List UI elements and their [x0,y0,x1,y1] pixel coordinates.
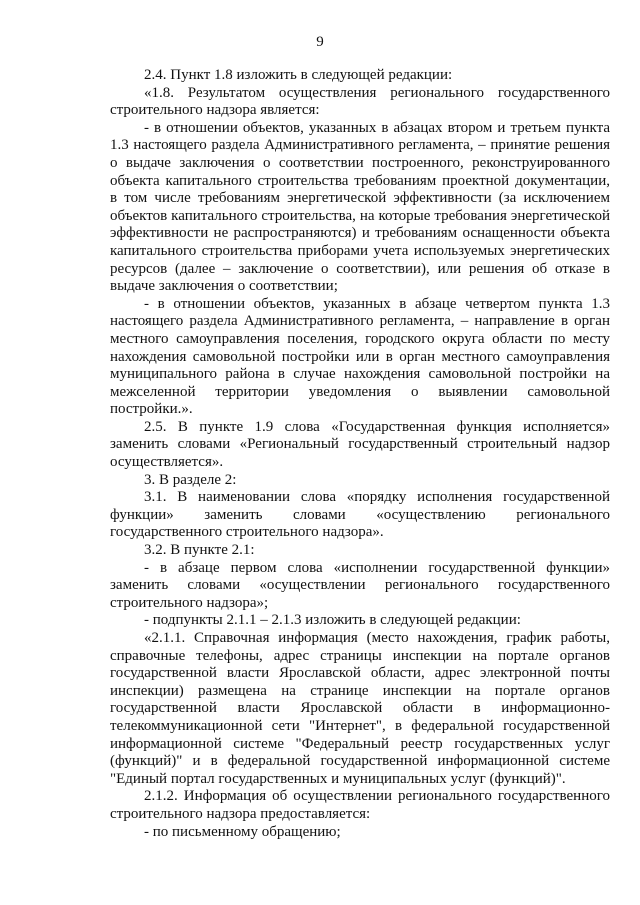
paragraph: - по письменному обращению; [144,823,341,840]
paragraph: - в абзаце первом слова «исполнении государственной функции» заменить словами «осуществлении регионального государственного строительного надзора»; [110,559,610,611]
document-body [110,67,610,841]
page-number: 9 [316,34,324,50]
paragraph: 2.5. В пункте 1.9 слова «Государственная функция исполняется» заменить словами «Региональный государственный строительный надзор осуществляется». [110,418,610,471]
paragraph: 2.1.2. Информация об осуществлении регионального государственного строительного надзора предоставляется: [110,788,610,822]
paragraph: - в отношении объектов, указанных в абзацах втором и третьем пункта 1.3 настоящего раздела Административного регламента, – принятие решения о выдаче заключения о соответствии построенного, реконструированного объекта капитального строительства требованиям проектной документации, в том числе требованиям энергетической эффективности (за исключением объектов капитального строительства, на которые требования энергетической эффективности не распространяются) и требованиям оснащенности объекта капитального строительства приборами учета используемых энергетических ресурсов (далее – заключение о соответствии), или решения об отказе в выдаче заключения о соответствии; [110,119,610,295]
paragraph: 3.2. В пункте 2.1: [144,542,255,559]
paragraph: «1.8. Результатом осуществления регионального государственного строительного надзора является: [110,84,610,119]
paragraph: - подпункты 2.1.1 – 2.1.3 изложить в следующей редакции: [144,612,521,629]
paragraph: 3. В разделе 2: [144,471,237,488]
paragraph: 2.4. Пункт 1.8 изложить в следующей редакции: [144,67,453,83]
paragraph: - в отношении объектов, указанных в абзаце четвертом пункта 1.3 настоящего раздела Административного регламента, – направление в орган местного самоуправления поселения, городского округа области по месту нахождения самовольной постройки или в орган местного самоуправления муниципального района в случае нахождения самовольной постройки на межселенной территории уведомления о выявлении самовольной постройки.». [110,295,610,418]
paragraph: «2.1.1. Справочная информация (место нахождения, график работы, справочные телефоны, адрес страницы инспекции на портале органов государственной власти Ярославской области, адрес электронной почты инспекции) размещена на странице инспекции на портале органов государственной власти Ярославской области в информационно-телекоммуникационной сети "Интернет", в федеральной государственной информационной системе "Федеральный реестр государственных услуг (функций)" и в федеральной государственной информационной системе "Единый портал государственных и муниципальных услуг (функций)". [110,630,610,787]
paragraph: 3.1. В наименовании слова «порядку исполнения государственной функции» заменить словами «осуществлению регионального государственного строительного надзора». [110,489,610,541]
